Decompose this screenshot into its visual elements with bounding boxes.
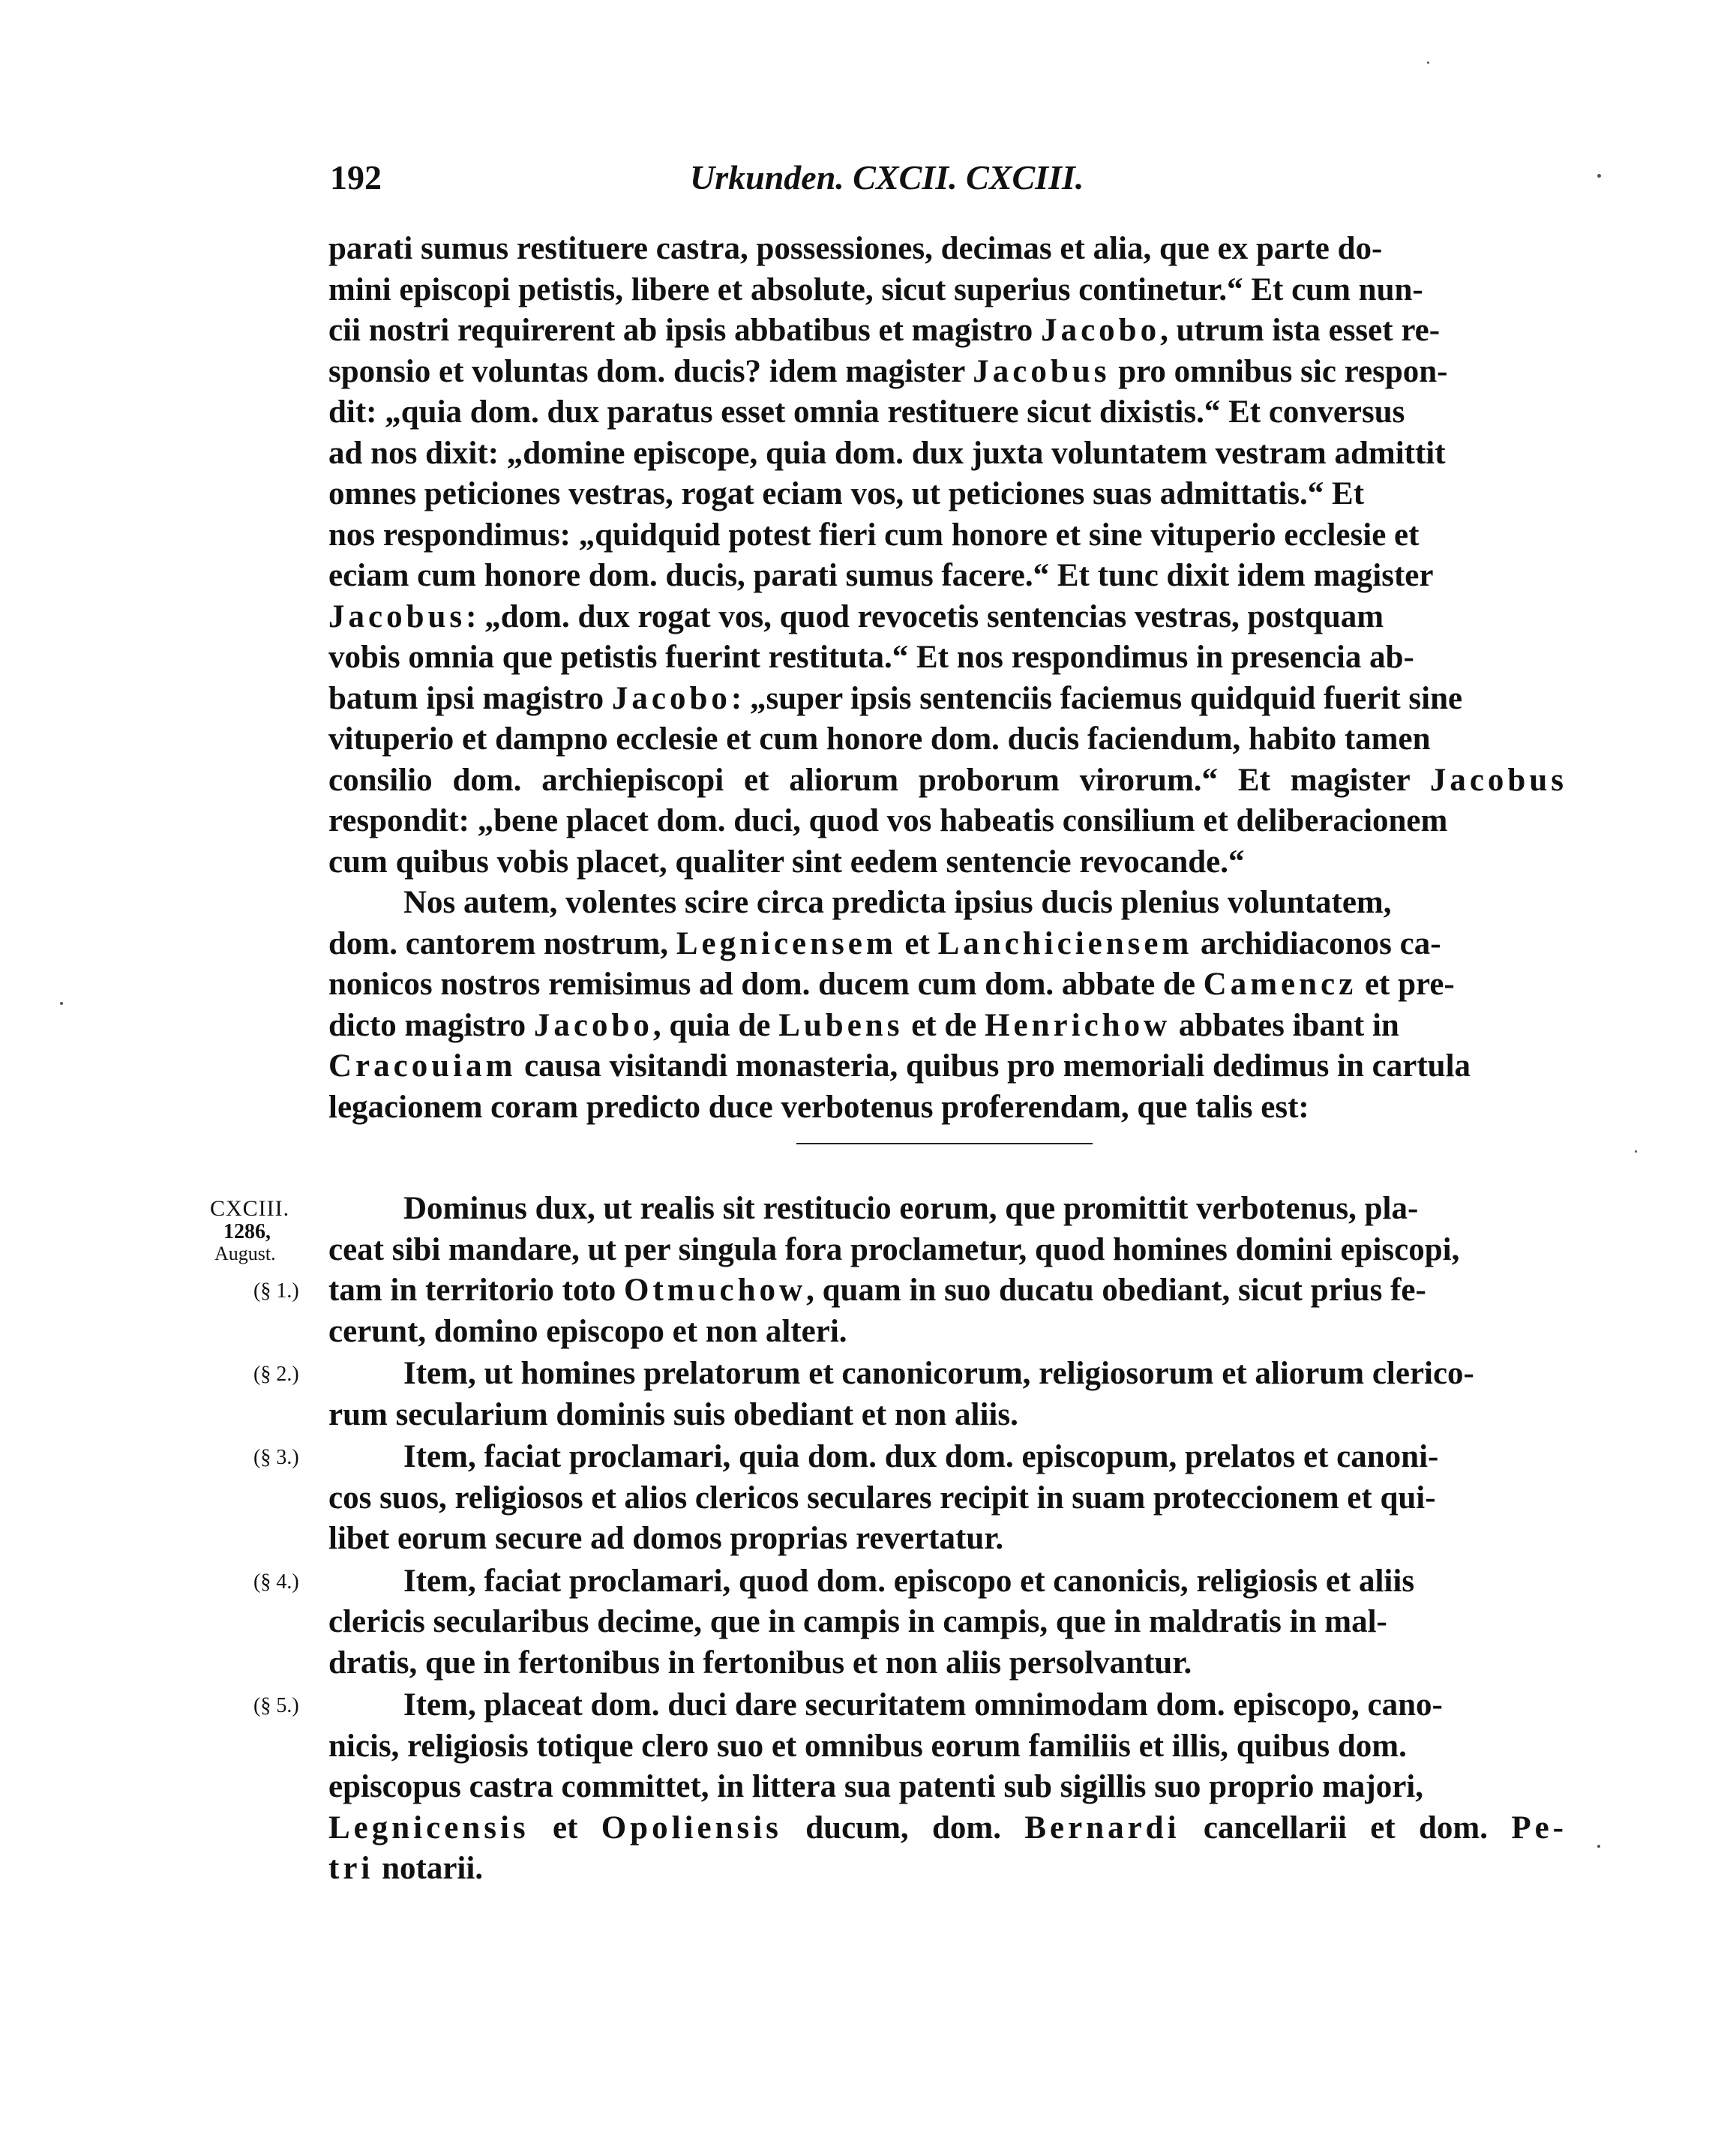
text-span: ceat sibi mandare, ut per singula fora proclametur, quod homines domini episcopi, (328, 1231, 1460, 1267)
text-span: tam in territorio toto (328, 1273, 625, 1308)
section-marker: (§ 5.) (253, 1694, 299, 1717)
text-line (328, 1519, 1567, 1560)
spaced-name: tri (328, 1851, 374, 1886)
text-line (328, 270, 1567, 311)
text-line (328, 1849, 1567, 1890)
text-span: Item, faciat proclamari, quia dom. dux dom. episcopum, prelatos et canoni- (403, 1439, 1439, 1474)
text-span: nos respondimus: „quidquid potest fieri cum honore et sine vituperio ecclesie et (328, 517, 1420, 553)
spaced-name: Legnicensis (328, 1810, 529, 1846)
text-span: cancellarii et dom. (1180, 1810, 1512, 1846)
text-line (328, 433, 1567, 475)
section-divider (796, 1143, 1093, 1144)
text-span: : „dom. dux rogat vos, quod revocetis sentencias vestras, postquam (466, 598, 1384, 634)
text-span: omnes peticiones vestras, rogat eciam vos, ut peticiones suas admittatis.“ Et (328, 476, 1365, 511)
text-line (328, 1643, 1567, 1684)
text-span: parati sumus restituere castra, possessiones, decimas et alia, que ex parte do- (328, 231, 1383, 266)
text-span: respondit: „bene placet dom. duci, quod vos habeatis consilium et deliberacionem (328, 803, 1448, 838)
text-span: pro omnibus sic respon- (1110, 353, 1448, 389)
text-span: dratis, que in fertonibus in fertonibus et non aliis persolvantur. (328, 1645, 1192, 1681)
text-line (328, 1230, 1567, 1271)
text-line (328, 1685, 1567, 1726)
spaced-name: Camencz (1203, 967, 1357, 1002)
section-marker: (§ 2.) (253, 1363, 299, 1386)
spaced-name: Legnicensem (676, 925, 897, 961)
text-line (328, 229, 1567, 270)
text-span: consilio dom. archiepiscopi et aliorum proborum virorum.“ Et magister (328, 762, 1430, 798)
text-span: dit: „quia dom. dux paratus esset omnia restituere sicut dixistis.“ Et conversus (328, 394, 1405, 430)
text-span: cos suos, religiosos et alios clericos seculares recipit in suam proteccionem et qui- (328, 1480, 1436, 1516)
text-span: rum secularium dominis suis obediant et non aliis. (328, 1396, 1018, 1432)
text-span: et (896, 925, 938, 961)
spaced-name: Cracouiam (328, 1048, 517, 1084)
text-span: et (529, 1810, 601, 1846)
text-span: eciam cum honore dom. ducis, parati sumus facere.“ Et tunc dixit idem magister (328, 558, 1434, 593)
text-line (328, 924, 1567, 965)
text-line (328, 1189, 1567, 1230)
scan-speck (1635, 1150, 1637, 1153)
text-span: Nos autem, volentes scire circa predicta ipsius ducis plenius voluntatem, (403, 885, 1392, 920)
text-span: Item, ut homines prelatorum et canonicorum, religiosorum et aliorum clerico- (403, 1356, 1474, 1391)
text-span: dicto magistro (328, 1007, 534, 1043)
text-line (328, 1395, 1567, 1436)
text-span: abbates ibant in (1171, 1007, 1399, 1043)
text-span: ad nos dixit: „domine episcope, quia dom. dux juxta voluntatem vestram admittit (328, 435, 1446, 471)
document-cxciii (210, 1189, 1567, 1890)
text-line (328, 1602, 1567, 1643)
paragraph-2 (253, 1354, 1567, 1435)
text-span: clericis secularibus decime, que in campis in campis, que in maldratis in mal- (328, 1604, 1387, 1639)
text-span: legacionem coram predicto duce verbotenus proferendam, que talis est: (328, 1089, 1309, 1125)
text-line (328, 474, 1567, 515)
text-span: vobis omnia que petistis fuerint restituta.“ Et nos respondimus in presencia ab- (328, 640, 1414, 675)
spaced-name: Henrichow (985, 1007, 1171, 1043)
text-line (328, 556, 1567, 597)
continued-document-text (328, 229, 1567, 1128)
section-marker: (§ 3.) (253, 1446, 299, 1469)
text-line (328, 1046, 1567, 1087)
scan-speck (1597, 174, 1601, 178)
text-line (328, 1561, 1567, 1603)
text-line (328, 1808, 1567, 1849)
page-header (330, 157, 1567, 202)
text-span: , utrum ista esset re- (1160, 313, 1441, 348)
paragraph-4 (253, 1561, 1567, 1684)
text-span: : „super ipsis sentenciis faciemus quidquid fuerit sine (730, 680, 1463, 716)
text-span: Item, faciat proclamari, quod dom. episcopo et canonicis, religiosis et aliis (403, 1563, 1415, 1599)
text-line (328, 964, 1567, 1006)
spaced-name: Otmuchow (624, 1273, 807, 1308)
spaced-name: Opoliensis (601, 1810, 782, 1846)
spaced-name: Jacobus (973, 353, 1111, 389)
text-span: episcopus castra committet, in littera sua patenti sub sigillis suo proprio majori, (328, 1769, 1423, 1804)
text-line (328, 801, 1567, 842)
text-line (328, 1767, 1567, 1808)
spaced-name: Lubens (778, 1007, 904, 1043)
text-span: Dominus dux, ut realis sit restitucio eorum, que promittit verbotenus, pla- (403, 1191, 1419, 1226)
text-line (328, 1006, 1567, 1047)
text-span: vituperio et dampno ecclesie et cum honore dom. ducis faciendum, habito tamen (328, 721, 1431, 757)
spaced-name: Pe- (1511, 1810, 1567, 1846)
spaced-name: Jacobo (611, 680, 731, 716)
scan-speck (1427, 61, 1429, 64)
text-line (328, 842, 1567, 883)
text-line (328, 1437, 1567, 1478)
text-line (328, 392, 1567, 433)
text-line (328, 1478, 1567, 1519)
scan-speck (60, 1002, 63, 1005)
text-span: ducum, dom. (781, 1810, 1025, 1846)
text-span: nicis, religiosis totique clero suo et omnibus eorum familiis et illis, quibus dom. (328, 1728, 1407, 1764)
text-line (328, 515, 1567, 556)
spaced-name: Jacobus (328, 598, 466, 634)
spaced-name: Bernardi (1024, 1810, 1180, 1846)
text-span: cum quibus vobis placet, qualiter sint eedem sentencie revocande.“ (328, 844, 1245, 880)
paragraph-5 (253, 1685, 1567, 1890)
document-year: 1286, (223, 1220, 271, 1243)
text-line (328, 679, 1567, 720)
spaced-name: Jacobo (1041, 313, 1161, 348)
text-span: dom. cantorem nostrum, (328, 925, 676, 961)
text-span: , quam in suo ducatu obediant, sicut prius fe- (806, 1273, 1426, 1308)
running-title: Urkunden. CXCII. CXCIII. (690, 158, 1084, 196)
text-span: causa visitandi monasteria, quibus pro memoriali dedimus in cartula (516, 1048, 1471, 1084)
spaced-name: Jacobus (1429, 762, 1567, 798)
document-month: August. (214, 1243, 276, 1264)
scan-speck (1597, 1845, 1600, 1848)
spaced-name: Lanchiciensem (937, 925, 1193, 961)
section-marker: (§ 4.) (253, 1570, 299, 1594)
text-line (328, 883, 1567, 924)
document-number: CXCIII. (210, 1196, 290, 1221)
text-line (328, 310, 1567, 352)
text-line (328, 719, 1567, 760)
section-marker: (§ 1.) (253, 1279, 299, 1303)
text-span: nonicos nostros remisimus ad dom. ducem cum dom. abbate de (328, 967, 1204, 1002)
text-span: , quia de (652, 1007, 779, 1043)
paragraph-3 (253, 1437, 1567, 1560)
text-line (328, 1354, 1567, 1395)
text-line (328, 760, 1567, 802)
text-span: batum ipsi magistro (328, 680, 612, 716)
text-span: Item, placeat dom. duci dare securitatem omnimodam dom. episcopo, cano- (403, 1687, 1443, 1723)
text-line (328, 1726, 1567, 1768)
text-line (328, 597, 1567, 638)
spaced-name: Jacobo (533, 1007, 653, 1043)
text-line (328, 1087, 1567, 1129)
text-line (328, 637, 1567, 679)
text-span: libet eorum secure ad domos proprias revertatur. (328, 1521, 1004, 1556)
text-span: sponsio et voluntas dom. ducis? idem magister (328, 353, 973, 389)
text-span: mini episcopi petistis, libere et absolute, sicut superius continetur.“ Et cum nun- (328, 271, 1423, 307)
text-span: archidiaconos ca- (1192, 925, 1441, 961)
text-line (328, 352, 1567, 393)
page-number: 192 (330, 158, 382, 196)
text-span: cii nostri requirerent ab ipsis abbatibus et magistro (328, 313, 1042, 348)
text-line (328, 1312, 1567, 1353)
text-span: cerunt, domino episcopo et non alteri. (328, 1313, 847, 1349)
text-span: et pre- (1357, 967, 1455, 1002)
text-line (253, 1270, 1567, 1312)
text-span: notarii. (373, 1851, 484, 1886)
paragraph-1 (210, 1189, 1567, 1352)
text-span: et de (903, 1007, 985, 1043)
